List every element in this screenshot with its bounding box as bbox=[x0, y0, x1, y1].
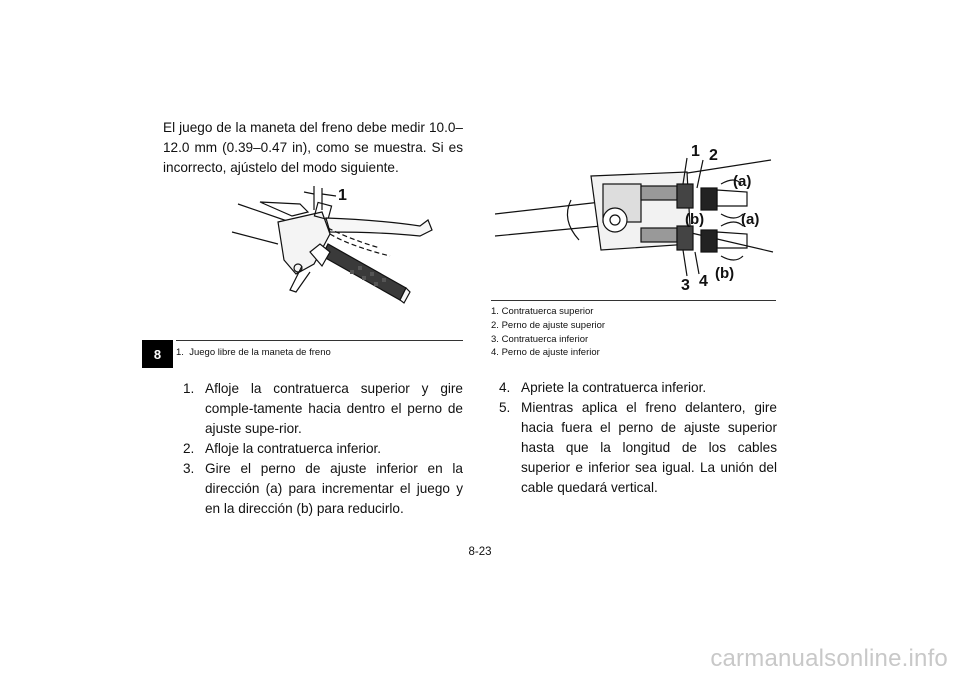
intro-paragraph: El juego de la maneta del freno debe medir 10.0–12.0 mm (0.39–0.47 in), como se muestra. Si es incorrecto, ajústelo del modo siguiente. bbox=[163, 120, 463, 175]
list-item: 5. Mientras aplica el freno delantero, gire hacia fuera el perno de ajuste superior hasta que la longitud de los cables superior e inferior sea igual. La unión del cable quedará vertical. bbox=[499, 400, 777, 495]
callout-1: 1 bbox=[338, 187, 347, 204]
caption-divider-left bbox=[176, 340, 463, 341]
list-item: 4. Apriete la contratuerca inferior. bbox=[499, 380, 707, 395]
list-item: 3. Contratuerca inferior bbox=[491, 333, 589, 345]
list-item: 3. Gire el perno de ajuste inferior en la dirección (a) para incrementar el juego y en la dirección (b) para reducirlo. bbox=[183, 461, 463, 516]
section-tab: 8 bbox=[142, 340, 173, 368]
caption-divider-right bbox=[491, 300, 776, 301]
direction-b-lower: (b) bbox=[715, 265, 735, 282]
callout-4: 4 bbox=[699, 273, 708, 290]
page-number: 8-23 bbox=[468, 546, 492, 558]
brake-lever-figure bbox=[230, 182, 465, 332]
direction-a-lower: (a) bbox=[741, 211, 760, 228]
caption-list-right bbox=[491, 305, 605, 360]
direction-b-upper: (b) bbox=[685, 211, 705, 228]
callout-1: 1 bbox=[691, 143, 700, 160]
steps-list-left bbox=[183, 379, 463, 519]
list-item: 2. Perno de ajuste superior bbox=[491, 319, 606, 331]
watermark: carmanualsonline.info bbox=[710, 645, 948, 672]
list-item: 1. Afloje la contratuerca superior y gire comple-tamente hacia dentro el perno de ajuste supe-rior. bbox=[183, 381, 463, 436]
cable-adjuster-figure bbox=[491, 140, 776, 300]
caption-left-text: Juego libre de la maneta de freno bbox=[189, 347, 331, 358]
list-item: 1. Contratuerca superior bbox=[491, 306, 594, 317]
callout-2: 2 bbox=[709, 147, 718, 164]
caption-left bbox=[176, 346, 331, 359]
steps-list-right bbox=[499, 378, 777, 498]
caption-left-num: 1. bbox=[176, 347, 184, 358]
list-item: 4. Perno de ajuste inferior bbox=[491, 347, 600, 359]
direction-a-upper: (a) bbox=[733, 173, 752, 190]
list-item: 2. Afloje la contratuerca inferior. bbox=[183, 441, 382, 456]
callout-3: 3 bbox=[681, 277, 690, 294]
